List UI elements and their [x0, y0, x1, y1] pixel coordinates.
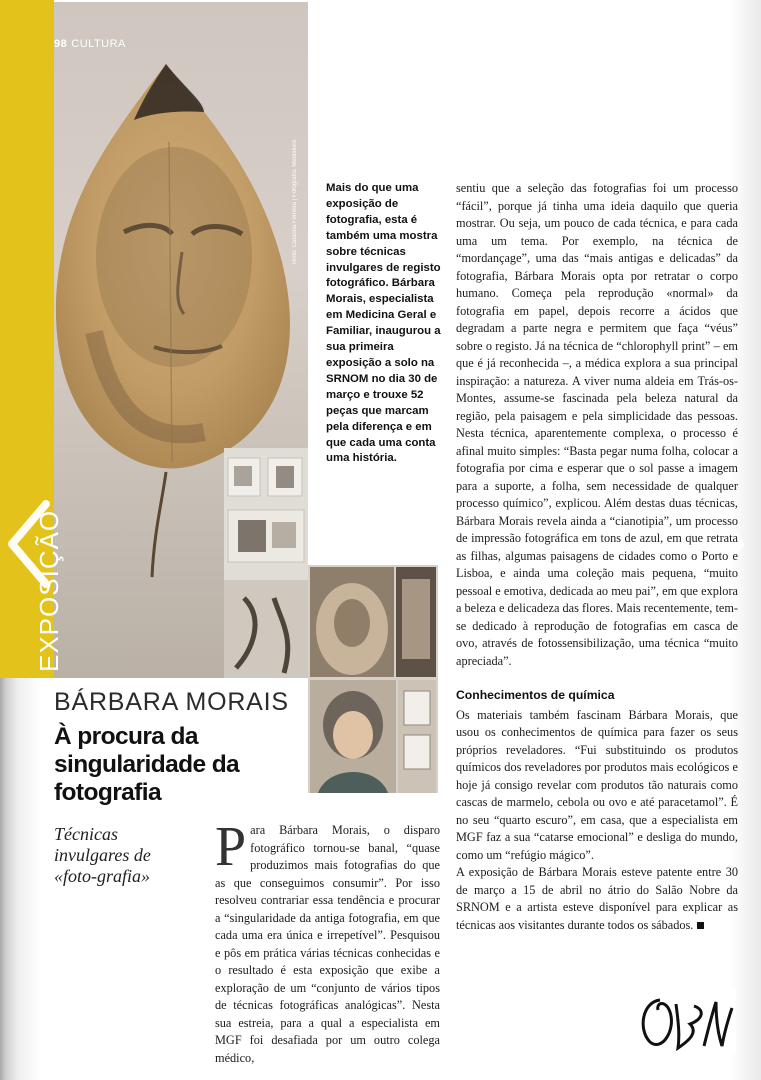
photo-credit: Texto: Catarina Ferreira | Fotografia: Medialivre: [292, 139, 298, 265]
article-standfirst: Técnicas invulgares de «foto-grafia»: [54, 824, 151, 886]
thumbnail-illustration: [224, 448, 308, 678]
previous-page-button[interactable]: [4, 498, 52, 590]
collage-illustration: [308, 565, 438, 793]
section-subheading: Conhecimentos de química: [456, 688, 615, 702]
body-paragraph: sentiu que a seleção das fotografias foi um processo “fácil”, porque já tinha uma ideia daquilo que queria mostrar. Ou seja, um pouco de cada técnica, e para cada uma um tema. Por exemplo, na técnica de “mordançage”, uma das “mais antigas e delicadas” da fotografia, Bárbara Morais opta por retratar o corpo humano. Começa pela reprodução «normal» da fotografia em papel, depois recorre a ácidos que degradam a parte negra e permitem que faça “véus” sobre o registo. Já na técnica de “chlorophyll print” – em que é já reconhecida –, a médica explora a sua principal inspiração: a natureza. A viver numa aldeia em Trás-os-Montes, assume-se fascinada pela beleza natural da região, pela paisagem e pela simplicidade das pessoas. Nesta técnica, aparentemente complexa, o processo é afinal muito simples: “Basta pegar numa folha, colocar a fotografia por cima e esperar que o sol passe a imagem para a suporte, a folha, sem necessidade de qualquer processo químico”, explicou. Além destas duas técnicas, Bárbara Morais revela ainda a “cianotipia”, um processo de impressão fotográfica em tons de azul, em que retrata as filhas, algumas paisagens de cidades como o Porto e Lisboa, e ainda uma coleção mais pequena, “muito pessoal e emotiva, dedicada ao meu pai”, em que explora a beleza e delicadeza das flores. Mais recentemente, tem-se dedicado à reprodução de fotografias em casca de ovo, através de fotossensibilização, uma técnica “muito apreciada”.: [456, 181, 738, 668]
artist-photo-collage: [308, 565, 438, 793]
body-paragraph: Os materiais também fascinam Bárbara Morais, que usou os conhecimentos de química para fazer os seus próprios reveladores. “Fui substituindo os produtos químicos dos reveladores por produtos mais ecológicos e hoje já consigo revelar com produtos tão naturais como cascas de marmelo, cebola ou ovo e até paracetamol”. É no seu “quarto escuro”, em casa, que a especialista em MGF faz a sua “catarse emocional” e desliga do mundo, como um “refúgio mágico”.: [456, 707, 738, 862]
chlorophyll-print-thumbnails: [224, 448, 308, 678]
lead-text: ara Bárbara Morais, o disparo fotográfico tornou-se banal, “quase produzimos mais fotografias do que as que conseguimos consumir”. Por isso resolveu contrariar essa tendência e procurar a “singularidade da antiga fotografia, em que cada uma era única e irrepetível”. Pesquisou e pôs em prática várias técnicas conhecidas e o resultado é esta exposição que exibe a exploração de um “conjunto de vários tipos de técnicas fotográficas analógicas”. Nesta sua estreia, para a qual a especialista em MGF foi desafiada por um outro colega médico,: [215, 823, 440, 1065]
article-column-2: [456, 180, 738, 934]
signature-logo: [632, 990, 736, 1054]
end-of-article-mark: [697, 922, 704, 929]
closing-text: A exposição de Bárbara Morais esteve patente entre 30 de março a 15 de abril no átrio do Salão Nobre da SRNOM e a artista esteve disponível para explicar as técnicas aos visitantes durante todos os sábados.: [456, 865, 738, 932]
handwritten-signature-icon: [632, 990, 736, 1054]
section-name: CULTURA: [71, 38, 126, 50]
article-column-1: [215, 816, 440, 1067]
closing-paragraph: [456, 864, 738, 934]
page-header: [54, 38, 126, 50]
drop-cap: P: [215, 816, 247, 878]
section-side-label: EXPOSIÇÃO: [34, 509, 64, 672]
article-headline: À procura da singularidade da fotografia: [54, 723, 240, 806]
lead-paragraph: [215, 816, 440, 1067]
page-number: 98: [54, 38, 68, 50]
chevron-left-icon: [4, 498, 52, 590]
article-kicker: BÁRBARA MORAIS: [54, 688, 289, 716]
intro-paragraph: Mais do que uma exposição de fotografia, esta é também uma mostra sobre técnicas invulgares de registo fotográfico. Bárbara Morais, especialista em Medicina Geral e Familiar, inaugurou a sua primeira exposição a solo na SRNOM no dia 30 de março e trouxe 52 peças que marcam pela diferença e em que cada uma conta uma história.: [326, 182, 441, 465]
